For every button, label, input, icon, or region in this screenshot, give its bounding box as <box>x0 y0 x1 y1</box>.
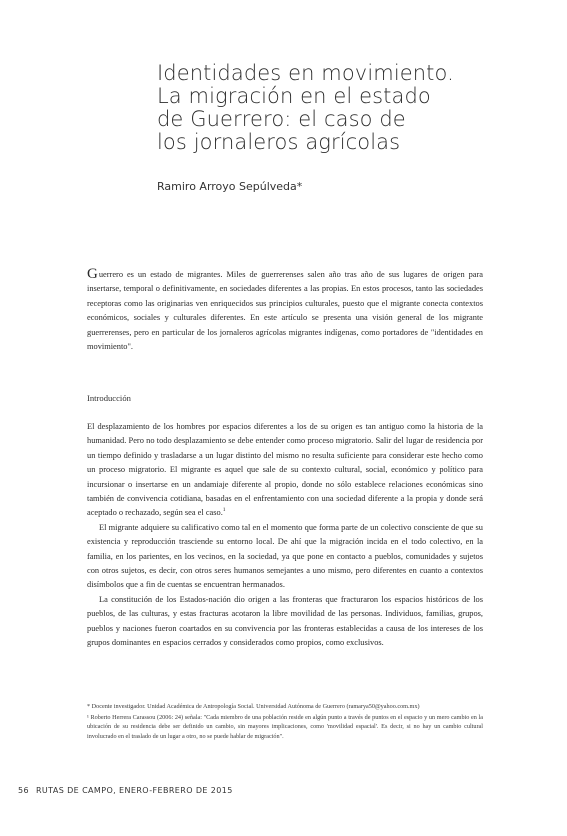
article-title <box>157 62 537 154</box>
paragraph: El migrante adquiere su calificativo como tal en el momento que forma parte de un colectivo consciente de que su existencia y reproducción trasciende su entorno local. De ahí que la migración incida en el todo colectivo, en la familia, en los parientes, en los vecinos, en la sociedad, ya que pone en contacto a pueblos, comunidades y sujetos con otros sujetos, es decir, con otros seres humanos semejantes a uno mismo, pero diferentes en cuanto a contextos disímbolos que a fin de cuentas se encuentran hermanados. <box>87 522 483 590</box>
section-heading: Introducción <box>87 393 131 403</box>
author-name: Ramiro Arroyo Sepúlveda* <box>157 180 303 193</box>
title-line: La migración en el estado <box>157 84 431 108</box>
footnote-author: * Docente investigador. Unidad Académica de Antropología Social. Universidad Autónoma de Guerrero (ramarya50@yahoo.com.mx) <box>87 703 420 710</box>
drop-cap: G <box>87 266 98 282</box>
footnote-ref[interactable]: 1 <box>222 507 226 514</box>
footnotes <box>87 702 483 742</box>
title-line: Identidades en movimiento. <box>157 61 454 85</box>
footnote-1: ¹ Roberto Herrera Carassou (2006: 24) señala: "Cada miembro de una población reside en algún punto a través de puntos en el espacio y un mero cambio en la ubicación de su residencia debe ser definido un cambio, sin mayores implicaciones, como 'movilidad espacial'. Es decir, si no hay un cambio cultural involucrado en el traslado de un lugar a otro, no se puede hablar de migración". <box>87 713 483 740</box>
title-line: de Guerrero: el caso de <box>157 107 406 131</box>
paragraph-text: El desplazamiento de los hombres por espacios diferentes a los de su origen es tan antiguo como la historia de la humanidad. Pero no todo desplazamiento se debe entender como proceso migratorio. Salir del lugar de residencia por un tiempo definido y trasladarse a un lugar distinto del mismo no resulta suficiente para considerar este hecho como un proceso migratorio. El migrante es aquel que sale de su contexto cultural, social, económico y político para incursionar o insertarse en un andamiaje diferente al propio, donde no sólo establece relaciones económicas sino también de convivencia cotidiana, basadas en el enfrentamiento con una sociedad diferente a la propia y donde será aceptado o rechazado, según sea el caso. <box>87 422 483 518</box>
page-footer <box>18 786 233 795</box>
journal-issue: RUTAS DE CAMPO, ENERO-FEBRERO DE 2015 <box>35 786 233 795</box>
body-text <box>87 420 483 651</box>
abstract <box>87 268 483 354</box>
paragraph: La constitución de los Estados-nación dio origen a las fronteras que fracturaron los espacios históricos de los pueblos, de las culturas, y estas fracturas acotaron la libre movilidad de las personas. Individuos, familias, grupos, pueblos y naciones fueron coartados en su convivencia por las fronteras establecidas a causa de los intereses de los grupos dominantes en espacios cerrados y considerados como propios, como exclusivos. <box>87 594 483 648</box>
title-line: los jornaleros agrícolas <box>157 130 401 154</box>
abstract-text: uerrero es un estado de migrantes. Miles de guerrerenses salen año tras año de sus lugares de origen para insertarse, temporal o definitivamente, en sociedades diferentes a las propias. En estos procesos, tanto las sociedades receptoras como las originarias ven enriquecidos sus principios culturales, puesto que el migrante conecta contextos económicos, sociales y culturales diferentes. En este artículo se presenta una visión general de los migrante guerrerenses, pero en particular de los jornaleros agrícolas migrantes indígenas, como portadores de "identidades en movimiento". <box>87 270 483 352</box>
page-number: 56 <box>18 786 29 795</box>
paragraph <box>87 420 483 521</box>
